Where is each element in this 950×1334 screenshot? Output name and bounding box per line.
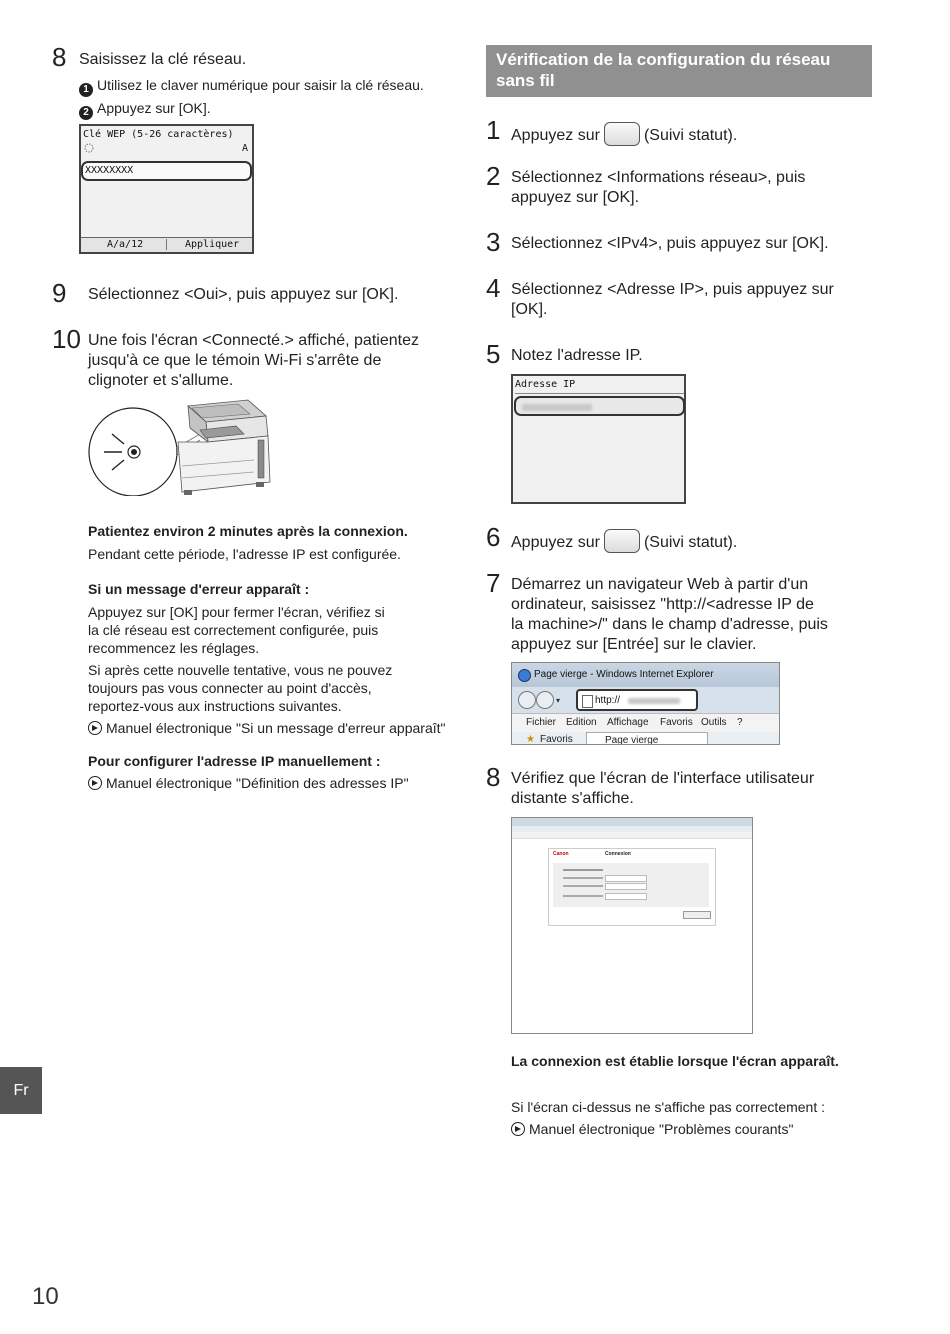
step-8-sub-2 xyxy=(79,99,211,120)
step-10-line-2: jusqu'à ce que le témoin Wi-Fi s'arrête de xyxy=(88,352,382,369)
rui-input[interactable] xyxy=(605,893,647,900)
status-monitor-key-icon xyxy=(604,529,640,553)
rui-form-line xyxy=(563,895,603,897)
step-9-text: Sélectionnez <Oui>, puis appuyez sur [OK]. xyxy=(88,286,399,303)
bullet-2-icon: 2 xyxy=(79,106,93,120)
blurred-ip-value xyxy=(522,404,592,411)
r-step-6-pre: Appuyez sur xyxy=(511,534,600,551)
error-line-6: reportez-vous aux instructions suivantes. xyxy=(88,698,342,714)
wep-key-field[interactable] xyxy=(81,161,252,181)
ip-manual-ref-text: Manuel électronique "Définition des adresses IP" xyxy=(106,775,409,791)
r-step-1-post: (Suivi statut). xyxy=(643,127,738,144)
rui-form-line xyxy=(563,877,603,879)
menu-affichage[interactable]: Affichage xyxy=(607,717,649,728)
status-monitor-key-icon xyxy=(604,122,640,146)
section-header xyxy=(486,45,872,97)
softkey-divider xyxy=(166,239,167,250)
remote-ui-screenshot xyxy=(511,817,753,1034)
ip-manual-ref xyxy=(88,774,409,792)
printer-wifi-illustration xyxy=(88,396,273,496)
browser-favorites-bar xyxy=(512,732,779,744)
lcd-title: Clé WEP (5-26 caractères) xyxy=(83,129,234,140)
browser-tab-label: Page vierge xyxy=(605,735,659,745)
r-step-5-text: Notez l'adresse IP. xyxy=(511,347,643,364)
favorites-star-icon[interactable]: ★ xyxy=(526,734,535,745)
step-8-sub-1 xyxy=(79,76,424,97)
wait-text: Pendant cette période, l'adresse IP est configurée. xyxy=(88,546,401,562)
bad-display-text: Si l'écran ci-dessus ne s'affiche pas correctement : xyxy=(511,1099,826,1115)
r-step-8-number: 8 xyxy=(486,762,501,792)
r-step-1-pre: Appuyez sur xyxy=(511,127,600,144)
r-step-2-line-1: Sélectionnez <Informations réseau>, puis xyxy=(511,169,806,186)
address-bar[interactable] xyxy=(576,689,698,711)
language-tab: Fr xyxy=(0,1067,42,1114)
browser-menu-bar xyxy=(512,713,779,733)
softkey-input-mode[interactable]: A/a/12 xyxy=(107,239,144,250)
r-step-8-line-1: Vérifiez que l'écran de l'interface utilisateur xyxy=(511,770,815,787)
r-step-1-text xyxy=(511,122,737,146)
step-8-sub-1-text: Utilisez le claver numérique pour saisir la clé réseau. xyxy=(97,77,424,93)
signal-icon xyxy=(84,143,94,153)
step-8-number: 8 xyxy=(52,42,67,72)
browser-nav-bar xyxy=(512,687,779,713)
connection-ok-text: La connexion est établie lorsque l'écran apparaît. xyxy=(511,1053,839,1069)
browser-titlebar xyxy=(512,663,779,687)
step-9-number: 9 xyxy=(52,278,67,308)
menu-edition[interactable]: Edition xyxy=(566,717,597,728)
r-step-8-line-2: distante s'affiche. xyxy=(511,790,634,807)
rui-brand: Canon xyxy=(553,851,569,857)
arrow-right-icon xyxy=(88,776,102,790)
r-step-4-number: 4 xyxy=(486,273,501,303)
error-line-3: recommencez les réglages. xyxy=(88,640,260,656)
r-step-6-text xyxy=(511,529,737,553)
rui-login-panel xyxy=(548,848,716,926)
lcd-softkey-bar xyxy=(81,237,252,252)
r-step-3-text: Sélectionnez <IPv4>, puis appuyez sur [OK]. xyxy=(511,235,829,252)
blurred-url xyxy=(628,698,680,704)
error-line-1: Appuyez sur [OK] pour fermer l'écran, vérifiez si xyxy=(88,604,385,620)
r-step-5-number: 5 xyxy=(486,339,501,369)
arrow-right-icon xyxy=(88,721,102,735)
r-step-2-number: 2 xyxy=(486,161,501,191)
lcd-ip-address-screen xyxy=(511,374,686,504)
error-line-4: Si après cette nouvelle tentative, vous ne pouvez xyxy=(88,662,393,678)
bad-display-ref-text: Manuel électronique "Problèmes courants" xyxy=(529,1121,794,1137)
favorites-label[interactable]: Favoris xyxy=(540,734,573,745)
ip-manual-title: Pour configurer l'adresse IP manuellement : xyxy=(88,753,381,769)
forward-button[interactable] xyxy=(536,691,554,709)
r-step-4-line-2: [OK]. xyxy=(511,301,548,318)
step-10-number: 10 xyxy=(52,324,81,354)
r-step-7-line-2: ordinateur, saisissez "http://<adresse IP de xyxy=(511,596,814,613)
address-prefix: http:// xyxy=(595,695,621,706)
r-step-2-line-2: appuyez sur [OK]. xyxy=(511,189,640,206)
error-manual-ref-text: Manuel électronique "Si un message d'erreur apparaît" xyxy=(106,720,446,736)
back-button[interactable] xyxy=(518,691,536,709)
r-step-3-number: 3 xyxy=(486,227,501,257)
arrow-right-icon xyxy=(511,1122,525,1136)
step-10-line-3: clignoter et s'allume. xyxy=(88,372,234,389)
step-8-text: Saisissez la clé réseau. xyxy=(79,51,247,68)
rui-form-line xyxy=(563,885,603,887)
browser-window xyxy=(511,662,780,745)
rui-form-line xyxy=(563,869,603,871)
rui-form xyxy=(553,863,709,907)
lcd2-title: Adresse IP xyxy=(515,379,684,394)
menu-fichier[interactable]: Fichier xyxy=(526,717,557,728)
menu-outils[interactable]: Outils xyxy=(701,717,727,728)
r-step-7-number: 7 xyxy=(486,568,501,598)
browser-title: Page vierge - Windows Internet Explorer xyxy=(534,669,714,680)
r-step-6-post: (Suivi statut). xyxy=(643,534,738,551)
lcd-input-mode: A xyxy=(241,143,248,154)
page-number: 10 xyxy=(32,1283,59,1310)
menu-favoris[interactable]: Favoris xyxy=(660,717,693,728)
section-title-line-2: sans fil xyxy=(496,71,555,90)
history-dropdown-icon[interactable]: ▾ xyxy=(556,696,561,705)
step-8-sub-2-text: Appuyez sur [OK]. xyxy=(97,100,211,116)
error-line-5: toujours pas vous connecter au point d'accès, xyxy=(88,680,372,696)
rui-titlebar xyxy=(512,818,752,826)
ie-logo-icon xyxy=(518,669,531,682)
menu-help[interactable]: ? xyxy=(737,717,743,728)
r-step-7-line-4: appuyez sur [Entrée] sur le clavier. xyxy=(511,636,757,653)
section-title-line-1: Vérification de la configuration du réseau xyxy=(496,50,831,69)
step-10-line-1: Une fois l'écran <Connecté.> affiché, patientez xyxy=(88,332,419,349)
bad-display-ref xyxy=(511,1120,793,1138)
rui-heading: Connexion xyxy=(605,851,631,857)
rui-login-button[interactable] xyxy=(683,911,711,919)
error-manual-ref xyxy=(88,719,445,737)
lcd-wep-key-screen xyxy=(79,124,254,254)
r-step-4-line-1: Sélectionnez <Adresse IP>, puis appuyez sur xyxy=(511,281,834,298)
error-title: Si un message d'erreur apparaît : xyxy=(88,581,310,597)
r-step-1-number: 1 xyxy=(486,115,501,145)
r-step-7-line-1: Démarrez un navigateur Web à partir d'un xyxy=(511,576,809,593)
rui-input[interactable] xyxy=(605,883,647,890)
softkey-apply[interactable]: Appliquer xyxy=(185,239,240,250)
rui-input[interactable] xyxy=(605,875,647,882)
ip-address-field[interactable] xyxy=(514,396,685,416)
wait-title: Patientez environ 2 minutes après la connexion. xyxy=(88,523,408,539)
bullet-1-icon: 1 xyxy=(79,83,93,97)
page-icon xyxy=(582,695,593,708)
r-step-6-number: 6 xyxy=(486,522,501,552)
r-step-7-line-3: la machine>/" dans le champ d'adresse, puis xyxy=(511,616,828,633)
wep-key-value: XXXXXXXX xyxy=(85,165,134,176)
browser-tab[interactable] xyxy=(586,732,708,745)
rui-menubar xyxy=(512,832,752,839)
error-line-2: la clé réseau est correctement configurée, puis xyxy=(88,622,379,638)
